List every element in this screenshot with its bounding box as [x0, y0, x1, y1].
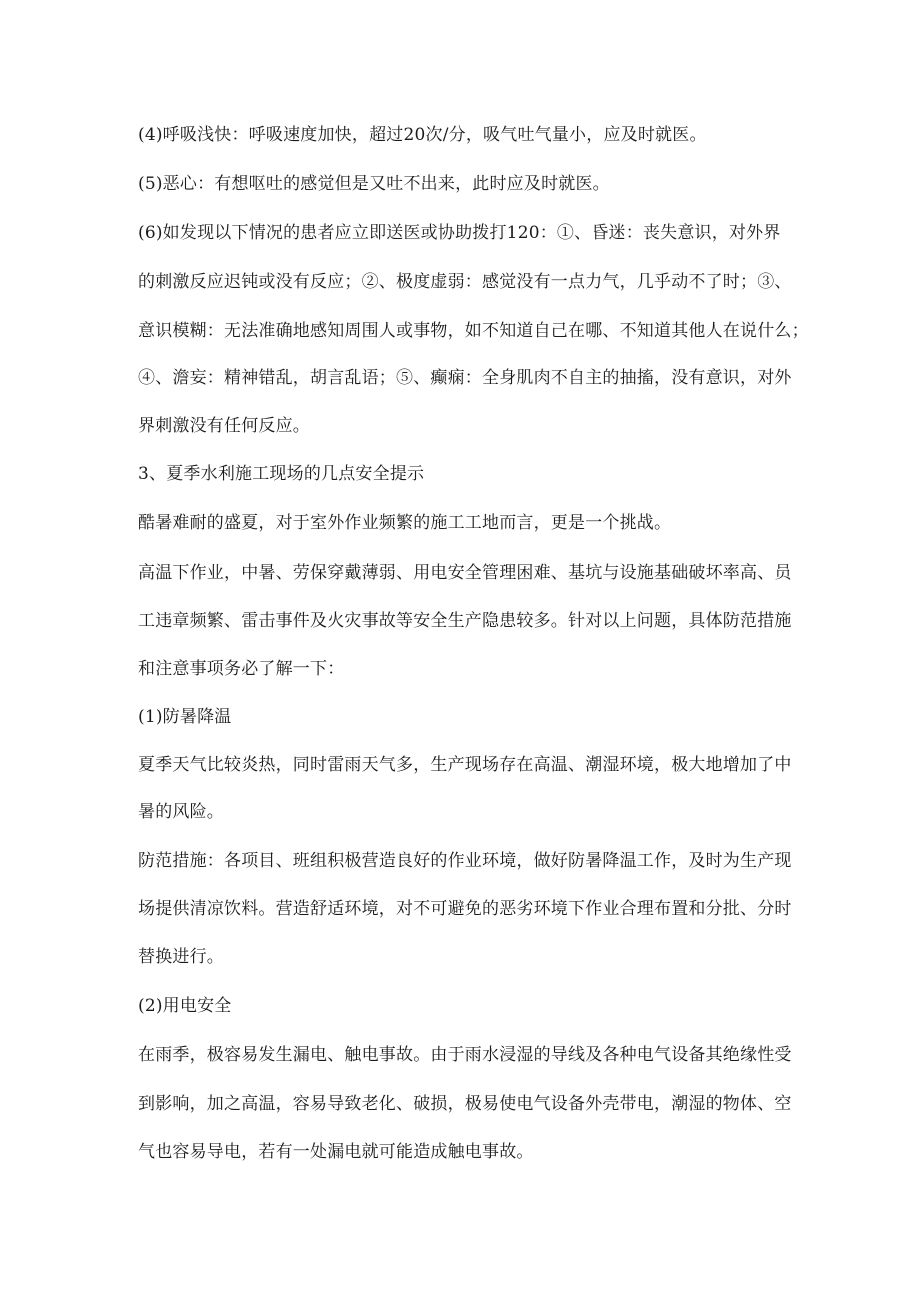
text-line: 和注意事项务必了解一下： — [138, 659, 345, 679]
subsection-heading: (2)用电安全 — [138, 996, 232, 1016]
section-heading: 3、夏季水利施工现场的几点安全提示 — [138, 464, 425, 484]
text-line: 替换进行。 — [138, 947, 224, 967]
text-line: 界刺激没有任何反应。 — [138, 416, 310, 436]
text-line: 夏季天气比较炎热，同时雷雨天气多，生产现场存在高温、潮湿环境，极大地增加了中 — [138, 755, 792, 775]
text-line: 气也容易导电，若有一处漏电就可能造成触电事故。 — [138, 1142, 534, 1162]
text-line: ④、澹妄：精神错乱，胡言乱语；⑤、癫痫：全身肌肉不自主的抽搐，没有意识，对外 — [138, 368, 792, 388]
text-line: 场提供清凉饮料。营造舒适环境，对不可避免的恶劣环境下作业合理布置和分批、分时 — [138, 899, 792, 919]
text-line: (5)恶心：有想呕吐的感觉但是又吐不出来，此时应及时就医。 — [138, 174, 610, 194]
text-line: 高温下作业，中暑、劳保穿戴薄弱、用电安全管理困难、基坑与设施基础破坏率高、员 — [138, 563, 792, 583]
text-line: 到影响，加之高温，容易导致老化、破损，极易使电气设备外壳带电，潮湿的物体、空 — [138, 1094, 792, 1114]
text-line: 工违章频繁、雷击事件及火灾事故等安全生产隐患较多。针对以上问题，具体防范措施 — [138, 611, 792, 631]
text-line: 意识模糊：无法准确地感知周围人或事物，如不知道自己在哪、不知道其他人在说什么； — [138, 321, 809, 341]
text-line: 在雨季，极容易发生漏电、触电事故。由于雨水浸湿的导线及各种电气设备其绝缘性受 — [138, 1045, 792, 1065]
text-line: 酷暑难耐的盛夏，对于室外作业频繁的施工工地而言，更是一个挑战。 — [138, 513, 672, 533]
text-line: (6)如发现以下情况的患者应立即送医或协助拨打120：①、昏迷：丧失意识，对外界 — [138, 223, 781, 243]
text-line: 暑的风险。 — [138, 802, 224, 822]
text-line: (4)呼吸浅快：呼吸速度加快，超过20次/分，吸气吐气量小，应及时就医。 — [138, 125, 707, 145]
text-line: 防范措施：各项目、班组积极营造良好的作业环境，做好防暑降温工作，及时为生产现 — [138, 851, 792, 871]
text-line: 的刺激反应迟钝或没有反应；②、极度虚弱：感觉没有一点力气，几乎动不了时；③、 — [138, 272, 792, 292]
subsection-heading: (1)防暑降温 — [138, 707, 232, 727]
